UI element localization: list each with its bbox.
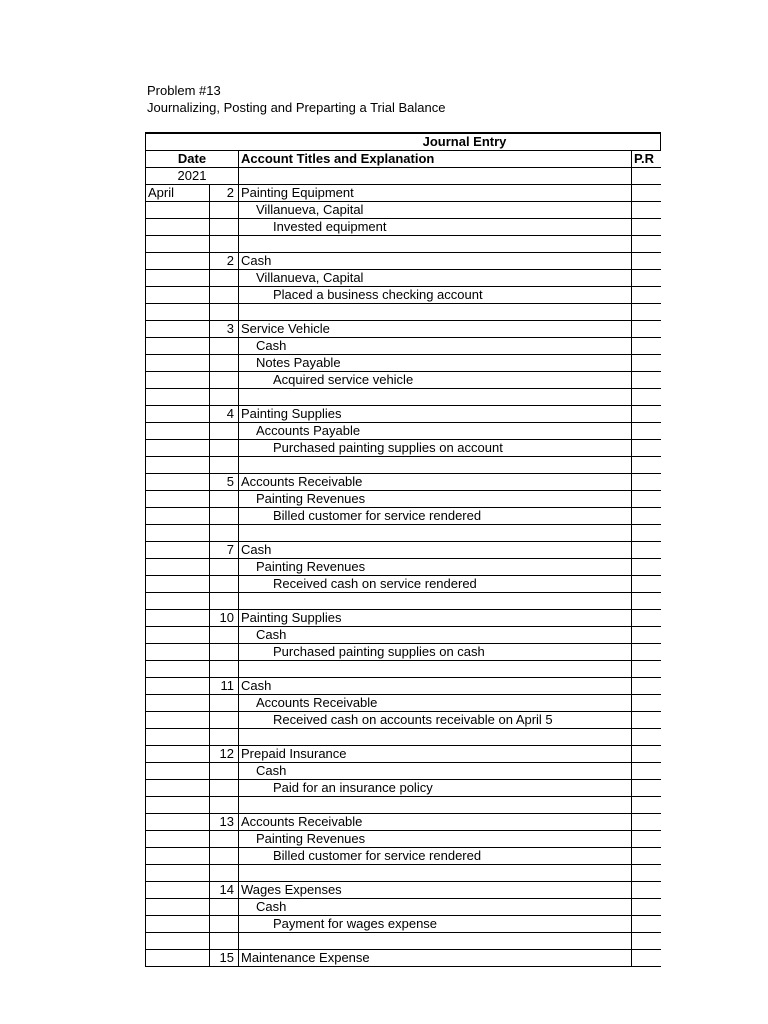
table-cell xyxy=(146,253,210,270)
table-cell xyxy=(146,865,210,882)
debit-account: Cash xyxy=(239,678,632,695)
credit-account: Painting Revenues xyxy=(239,491,632,508)
table-cell xyxy=(146,576,210,593)
table-cell xyxy=(210,355,239,372)
table-cell xyxy=(146,525,210,542)
credit-account: Cash xyxy=(239,627,632,644)
journal-row xyxy=(146,916,661,933)
table-cell xyxy=(146,899,210,916)
table-cell xyxy=(210,219,239,236)
credit-account: Cash xyxy=(239,899,632,916)
debit-account: Accounts Receivable xyxy=(239,474,632,491)
table-cell xyxy=(239,236,632,253)
pr-cell xyxy=(632,712,661,729)
journal-row xyxy=(146,831,661,848)
entry-day: 7 xyxy=(210,542,239,559)
credit-account: Notes Payable xyxy=(239,355,632,372)
pr-cell xyxy=(632,202,661,219)
entry-day: 3 xyxy=(210,321,239,338)
table-cell xyxy=(146,372,210,389)
entry-day: 11 xyxy=(210,678,239,695)
entry-day: 2 xyxy=(210,253,239,270)
journal-row xyxy=(146,712,661,729)
debit-account: Prepaid Insurance xyxy=(239,746,632,763)
table-cell xyxy=(210,661,239,678)
table-cell xyxy=(210,780,239,797)
journal-row xyxy=(146,202,661,219)
table-cell xyxy=(146,831,210,848)
credit-account: Painting Revenues xyxy=(239,559,632,576)
table-cell xyxy=(210,763,239,780)
journal-entry-table xyxy=(145,132,661,967)
entry-explanation: Placed a business checking account xyxy=(239,287,632,304)
debit-account: Painting Supplies xyxy=(239,610,632,627)
table-cell xyxy=(146,763,210,780)
entry-day: 13 xyxy=(210,814,239,831)
entry-explanation: Billed customer for service rendered xyxy=(239,848,632,865)
entry-explanation: Received cash on accounts receivable on April 5 xyxy=(239,712,632,729)
table-cell xyxy=(210,644,239,661)
column-header-account: Account Titles and Explanation xyxy=(239,151,632,168)
table-cell xyxy=(146,423,210,440)
journal-row xyxy=(146,338,661,355)
journal-row xyxy=(146,423,661,440)
table-cell xyxy=(210,423,239,440)
journal-row xyxy=(146,185,661,202)
column-header-pr: P.R xyxy=(632,151,661,168)
table-cell xyxy=(239,661,632,678)
pr-cell xyxy=(632,916,661,933)
table-cell xyxy=(146,389,210,406)
table-cell xyxy=(239,457,632,474)
table-cell xyxy=(146,746,210,763)
pr-cell xyxy=(632,950,661,967)
blank-row xyxy=(146,236,661,253)
table-cell xyxy=(239,593,632,610)
journal-row xyxy=(146,746,661,763)
table-cell xyxy=(239,933,632,950)
table-cell xyxy=(210,559,239,576)
entry-day: 2 xyxy=(210,185,239,202)
table-cell xyxy=(210,389,239,406)
document-header xyxy=(147,82,445,116)
table-cell xyxy=(210,304,239,321)
table-cell xyxy=(210,457,239,474)
table-cell xyxy=(239,729,632,746)
table-cell xyxy=(146,338,210,355)
table-cell xyxy=(146,661,210,678)
table-cell xyxy=(146,712,210,729)
table-cell xyxy=(146,406,210,423)
pr-cell xyxy=(632,287,661,304)
pr-cell xyxy=(632,508,661,525)
table-cell xyxy=(146,440,210,457)
table-title-row xyxy=(146,133,661,151)
blank-row xyxy=(146,797,661,814)
credit-account: Cash xyxy=(239,763,632,780)
table-cell xyxy=(146,916,210,933)
pr-cell xyxy=(632,423,661,440)
entry-day: 5 xyxy=(210,474,239,491)
table-cell xyxy=(210,440,239,457)
pr-cell xyxy=(632,525,661,542)
entry-day: 14 xyxy=(210,882,239,899)
debit-account: Wages Expenses xyxy=(239,882,632,899)
table-cell xyxy=(146,797,210,814)
table-cell xyxy=(210,797,239,814)
entry-explanation: Received cash on service rendered xyxy=(239,576,632,593)
table-cell xyxy=(146,814,210,831)
debit-account: Service Vehicle xyxy=(239,321,632,338)
pr-cell xyxy=(632,797,661,814)
journal-row xyxy=(146,576,661,593)
table-cell xyxy=(146,644,210,661)
table-cell xyxy=(210,593,239,610)
debit-account: Painting Equipment xyxy=(239,185,632,202)
journal-row xyxy=(146,950,661,967)
pr-cell xyxy=(632,219,661,236)
pr-cell xyxy=(632,729,661,746)
journal-row xyxy=(146,644,661,661)
table-cell xyxy=(210,525,239,542)
table-cell xyxy=(146,474,210,491)
blank-row xyxy=(146,304,661,321)
pr-cell xyxy=(632,321,661,338)
table-cell xyxy=(210,508,239,525)
entry-day: 4 xyxy=(210,406,239,423)
pr-cell xyxy=(632,763,661,780)
blank-row xyxy=(146,593,661,610)
table-cell xyxy=(210,491,239,508)
table-cell xyxy=(146,933,210,950)
table-cell xyxy=(210,270,239,287)
table-cell xyxy=(210,372,239,389)
table-cell xyxy=(146,559,210,576)
table-cell xyxy=(146,491,210,508)
table-cell xyxy=(146,355,210,372)
journal-row xyxy=(146,695,661,712)
blank-row xyxy=(146,389,661,406)
pr-cell xyxy=(632,542,661,559)
journal-row xyxy=(146,440,661,457)
journal-row xyxy=(146,848,661,865)
debit-account: Accounts Receivable xyxy=(239,814,632,831)
pr-cell xyxy=(632,780,661,797)
table-cell xyxy=(146,882,210,899)
journal-row xyxy=(146,287,661,304)
pr-cell xyxy=(632,746,661,763)
credit-account: Cash xyxy=(239,338,632,355)
pr-cell xyxy=(632,831,661,848)
table-cell xyxy=(210,729,239,746)
table-cell xyxy=(210,236,239,253)
journal-row xyxy=(146,491,661,508)
journal-row xyxy=(146,372,661,389)
pr-cell xyxy=(632,882,661,899)
journal-row xyxy=(146,355,661,372)
credit-account: Accounts Payable xyxy=(239,423,632,440)
pr-cell xyxy=(632,253,661,270)
journal-row xyxy=(146,763,661,780)
table-cell xyxy=(146,270,210,287)
debit-account: Cash xyxy=(239,253,632,270)
pr-cell xyxy=(632,457,661,474)
journal-row xyxy=(146,508,661,525)
pr-cell xyxy=(632,814,661,831)
journal-row xyxy=(146,270,661,287)
table-cell xyxy=(210,848,239,865)
table-cell xyxy=(146,457,210,474)
pr-cell xyxy=(632,304,661,321)
pr-cell xyxy=(632,933,661,950)
pr-cell xyxy=(632,236,661,253)
entry-explanation: Purchased painting supplies on account xyxy=(239,440,632,457)
pr-cell xyxy=(632,270,661,287)
table-cell xyxy=(210,202,239,219)
journal-row xyxy=(146,406,661,423)
pr-cell xyxy=(632,695,661,712)
year-row xyxy=(146,168,661,185)
credit-account: Painting Revenues xyxy=(239,831,632,848)
pr-cell xyxy=(632,576,661,593)
debit-account: Painting Supplies xyxy=(239,406,632,423)
month-cell: April xyxy=(146,185,210,202)
table-cell xyxy=(146,304,210,321)
year-cell: 2021 xyxy=(146,168,239,185)
credit-account: Villanueva, Capital xyxy=(239,202,632,219)
table-cell xyxy=(146,508,210,525)
pr-cell xyxy=(632,338,661,355)
pr-cell xyxy=(632,559,661,576)
table-cell xyxy=(210,695,239,712)
journal-row xyxy=(146,474,661,491)
table-title: Journal Entry xyxy=(210,133,632,151)
journal-row xyxy=(146,219,661,236)
table-cell xyxy=(239,389,632,406)
debit-account: Maintenance Expense xyxy=(239,950,632,967)
pr-cell xyxy=(632,644,661,661)
pr-cell xyxy=(632,899,661,916)
table-cell xyxy=(146,627,210,644)
entry-explanation: Paid for an insurance policy xyxy=(239,780,632,797)
table-cell xyxy=(146,848,210,865)
table-cell xyxy=(146,678,210,695)
column-header-row xyxy=(146,151,661,168)
pr-cell xyxy=(632,678,661,695)
problem-number: Problem #13 xyxy=(147,83,221,98)
pr-cell xyxy=(632,593,661,610)
pr-cell xyxy=(632,355,661,372)
table-cell xyxy=(146,593,210,610)
blank-row xyxy=(146,525,661,542)
debit-account: Cash xyxy=(239,542,632,559)
pr-cell xyxy=(632,440,661,457)
table-cell xyxy=(210,865,239,882)
entry-day: 15 xyxy=(210,950,239,967)
entry-explanation: Billed customer for service rendered xyxy=(239,508,632,525)
entry-explanation: Acquired service vehicle xyxy=(239,372,632,389)
pr-cell xyxy=(632,491,661,508)
journal-row xyxy=(146,780,661,797)
pr-cell xyxy=(632,627,661,644)
blank-row xyxy=(146,457,661,474)
blank-row xyxy=(146,661,661,678)
pr-cell xyxy=(632,406,661,423)
blank-row xyxy=(146,729,661,746)
table-cell xyxy=(146,695,210,712)
entry-explanation: Payment for wages expense xyxy=(239,916,632,933)
table-cell xyxy=(210,916,239,933)
credit-account: Accounts Receivable xyxy=(239,695,632,712)
table-cell xyxy=(210,933,239,950)
entry-day: 12 xyxy=(210,746,239,763)
journal-row xyxy=(146,814,661,831)
pr-cell xyxy=(632,372,661,389)
pr-cell xyxy=(632,474,661,491)
journal-row xyxy=(146,559,661,576)
journal-row xyxy=(146,678,661,695)
blank-row xyxy=(146,933,661,950)
journal-row xyxy=(146,899,661,916)
table-cell xyxy=(239,525,632,542)
journal-row xyxy=(146,542,661,559)
pr-cell xyxy=(632,610,661,627)
pr-cell xyxy=(632,185,661,202)
problem-subtitle: Journalizing, Posting and Preparting a Trial Balance xyxy=(147,100,446,115)
table-cell xyxy=(210,338,239,355)
journal-row xyxy=(146,627,661,644)
journal-row xyxy=(146,610,661,627)
table-cell xyxy=(210,831,239,848)
table-cell xyxy=(210,287,239,304)
blank-row xyxy=(146,865,661,882)
table-cell xyxy=(210,576,239,593)
table-cell xyxy=(146,729,210,746)
entry-explanation: Purchased painting supplies on cash xyxy=(239,644,632,661)
entry-explanation: Invested equipment xyxy=(239,219,632,236)
table-cell xyxy=(210,627,239,644)
entry-day: 10 xyxy=(210,610,239,627)
column-header-date: Date xyxy=(146,151,239,168)
pr-cell xyxy=(632,389,661,406)
pr-cell xyxy=(632,865,661,882)
table-cell xyxy=(239,304,632,321)
table-cell xyxy=(146,321,210,338)
table-cell xyxy=(239,865,632,882)
table-cell xyxy=(146,219,210,236)
table-cell xyxy=(146,236,210,253)
table-cell xyxy=(146,202,210,219)
journal-row xyxy=(146,321,661,338)
table-cell xyxy=(210,899,239,916)
table-cell xyxy=(146,287,210,304)
table-cell xyxy=(210,712,239,729)
pr-cell xyxy=(632,661,661,678)
table-cell xyxy=(146,542,210,559)
table-cell xyxy=(239,797,632,814)
pr-cell xyxy=(632,848,661,865)
journal-row xyxy=(146,882,661,899)
credit-account: Villanueva, Capital xyxy=(239,270,632,287)
table-cell xyxy=(146,610,210,627)
journal-row xyxy=(146,253,661,270)
table-cell xyxy=(146,780,210,797)
table-cell xyxy=(146,950,210,967)
